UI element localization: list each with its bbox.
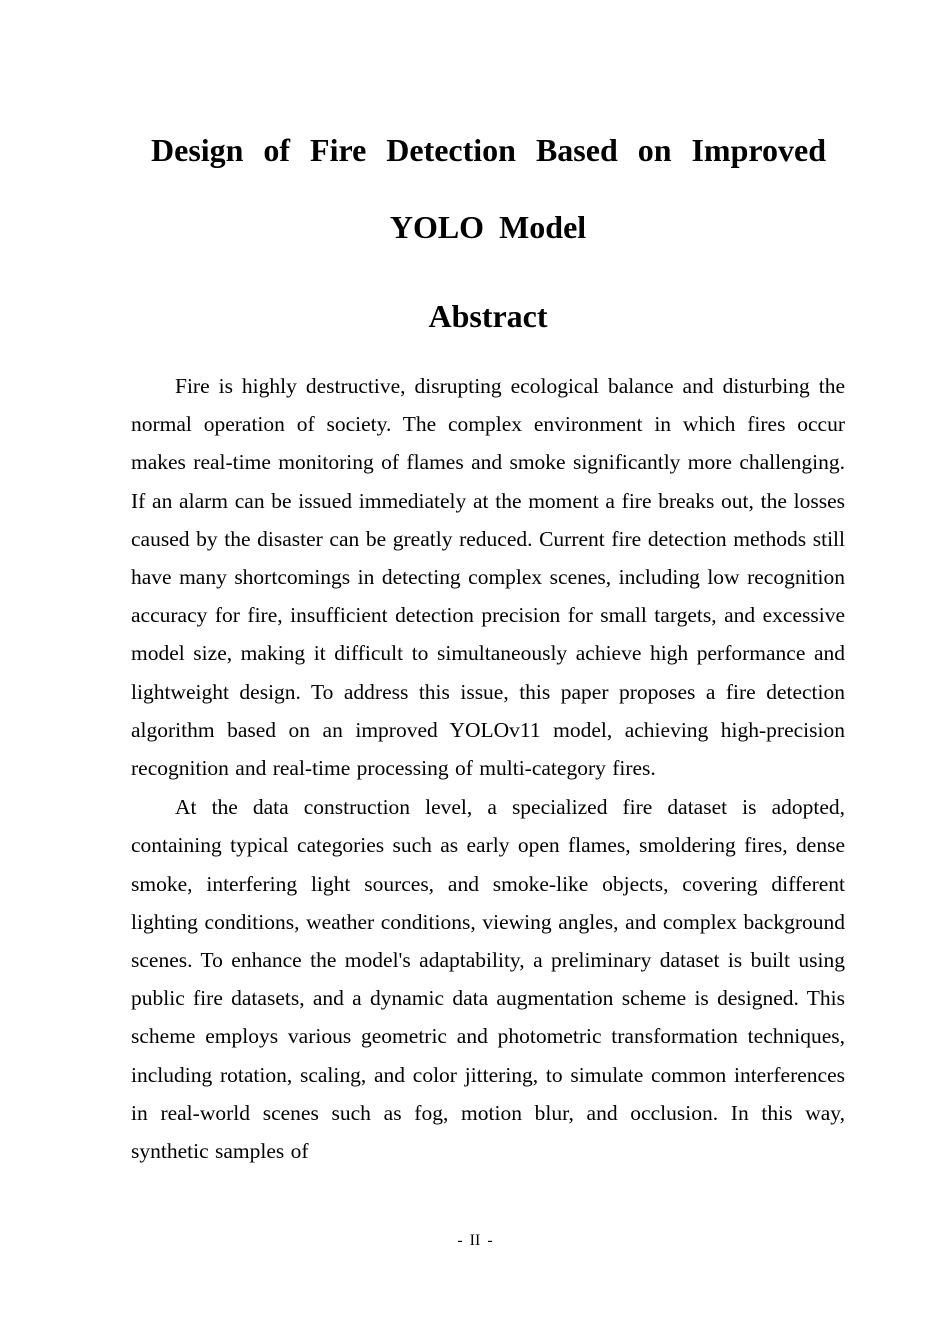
abstract-body [131,367,845,1170]
page-number: - II - [457,1232,493,1249]
abstract-paragraph-2: At the data construction level, a specialized fire dataset is adopted, containing typical categories such as early open flames, smoldering fires, dense smoke, interfering light sources, and smoke-like objects, covering different lighting conditions, weather conditions, viewing angles, and complex background scenes. To enhance the model's adaptability, a preliminary dataset is built using public fire datasets, and a dynamic data augmentation scheme is designed. This scheme employs various geometric and photometric transformation techniques, including rotation, scaling, and color jittering, to simulate common interferences in real-world scenes such as fog, motion blur, and occlusion. In this way, synthetic samples of [131,795,845,1164]
paper-title-line-1: Design of Fire Detection Based on Improved [151,132,826,168]
paper-title-line-2: YOLO Model [389,209,587,245]
abstract-paragraph-1: Fire is highly destructive, disrupting ecological balance and disturbing the normal operation of society. The complex environment in which fires occur makes real-time monitoring of flames and smoke significantly more challenging. If an alarm can be issued immediately at the moment a fire breaks out, the losses caused by the disaster can be greatly reduced. Current fire detection methods still have many shortcomings in detecting complex scenes, including low recognition accuracy for fire, insufficient detection precision for small targets, and excessive model size, making it difficult to simultaneously achieve high performance and lightweight design. To address this issue, this paper proposes a fire detection algorithm based on an improved YOLOv11 model, achieving high-precision recognition and real-time processing of multi-category fires. [131,374,845,781]
abstract-heading: Abstract [428,298,548,334]
